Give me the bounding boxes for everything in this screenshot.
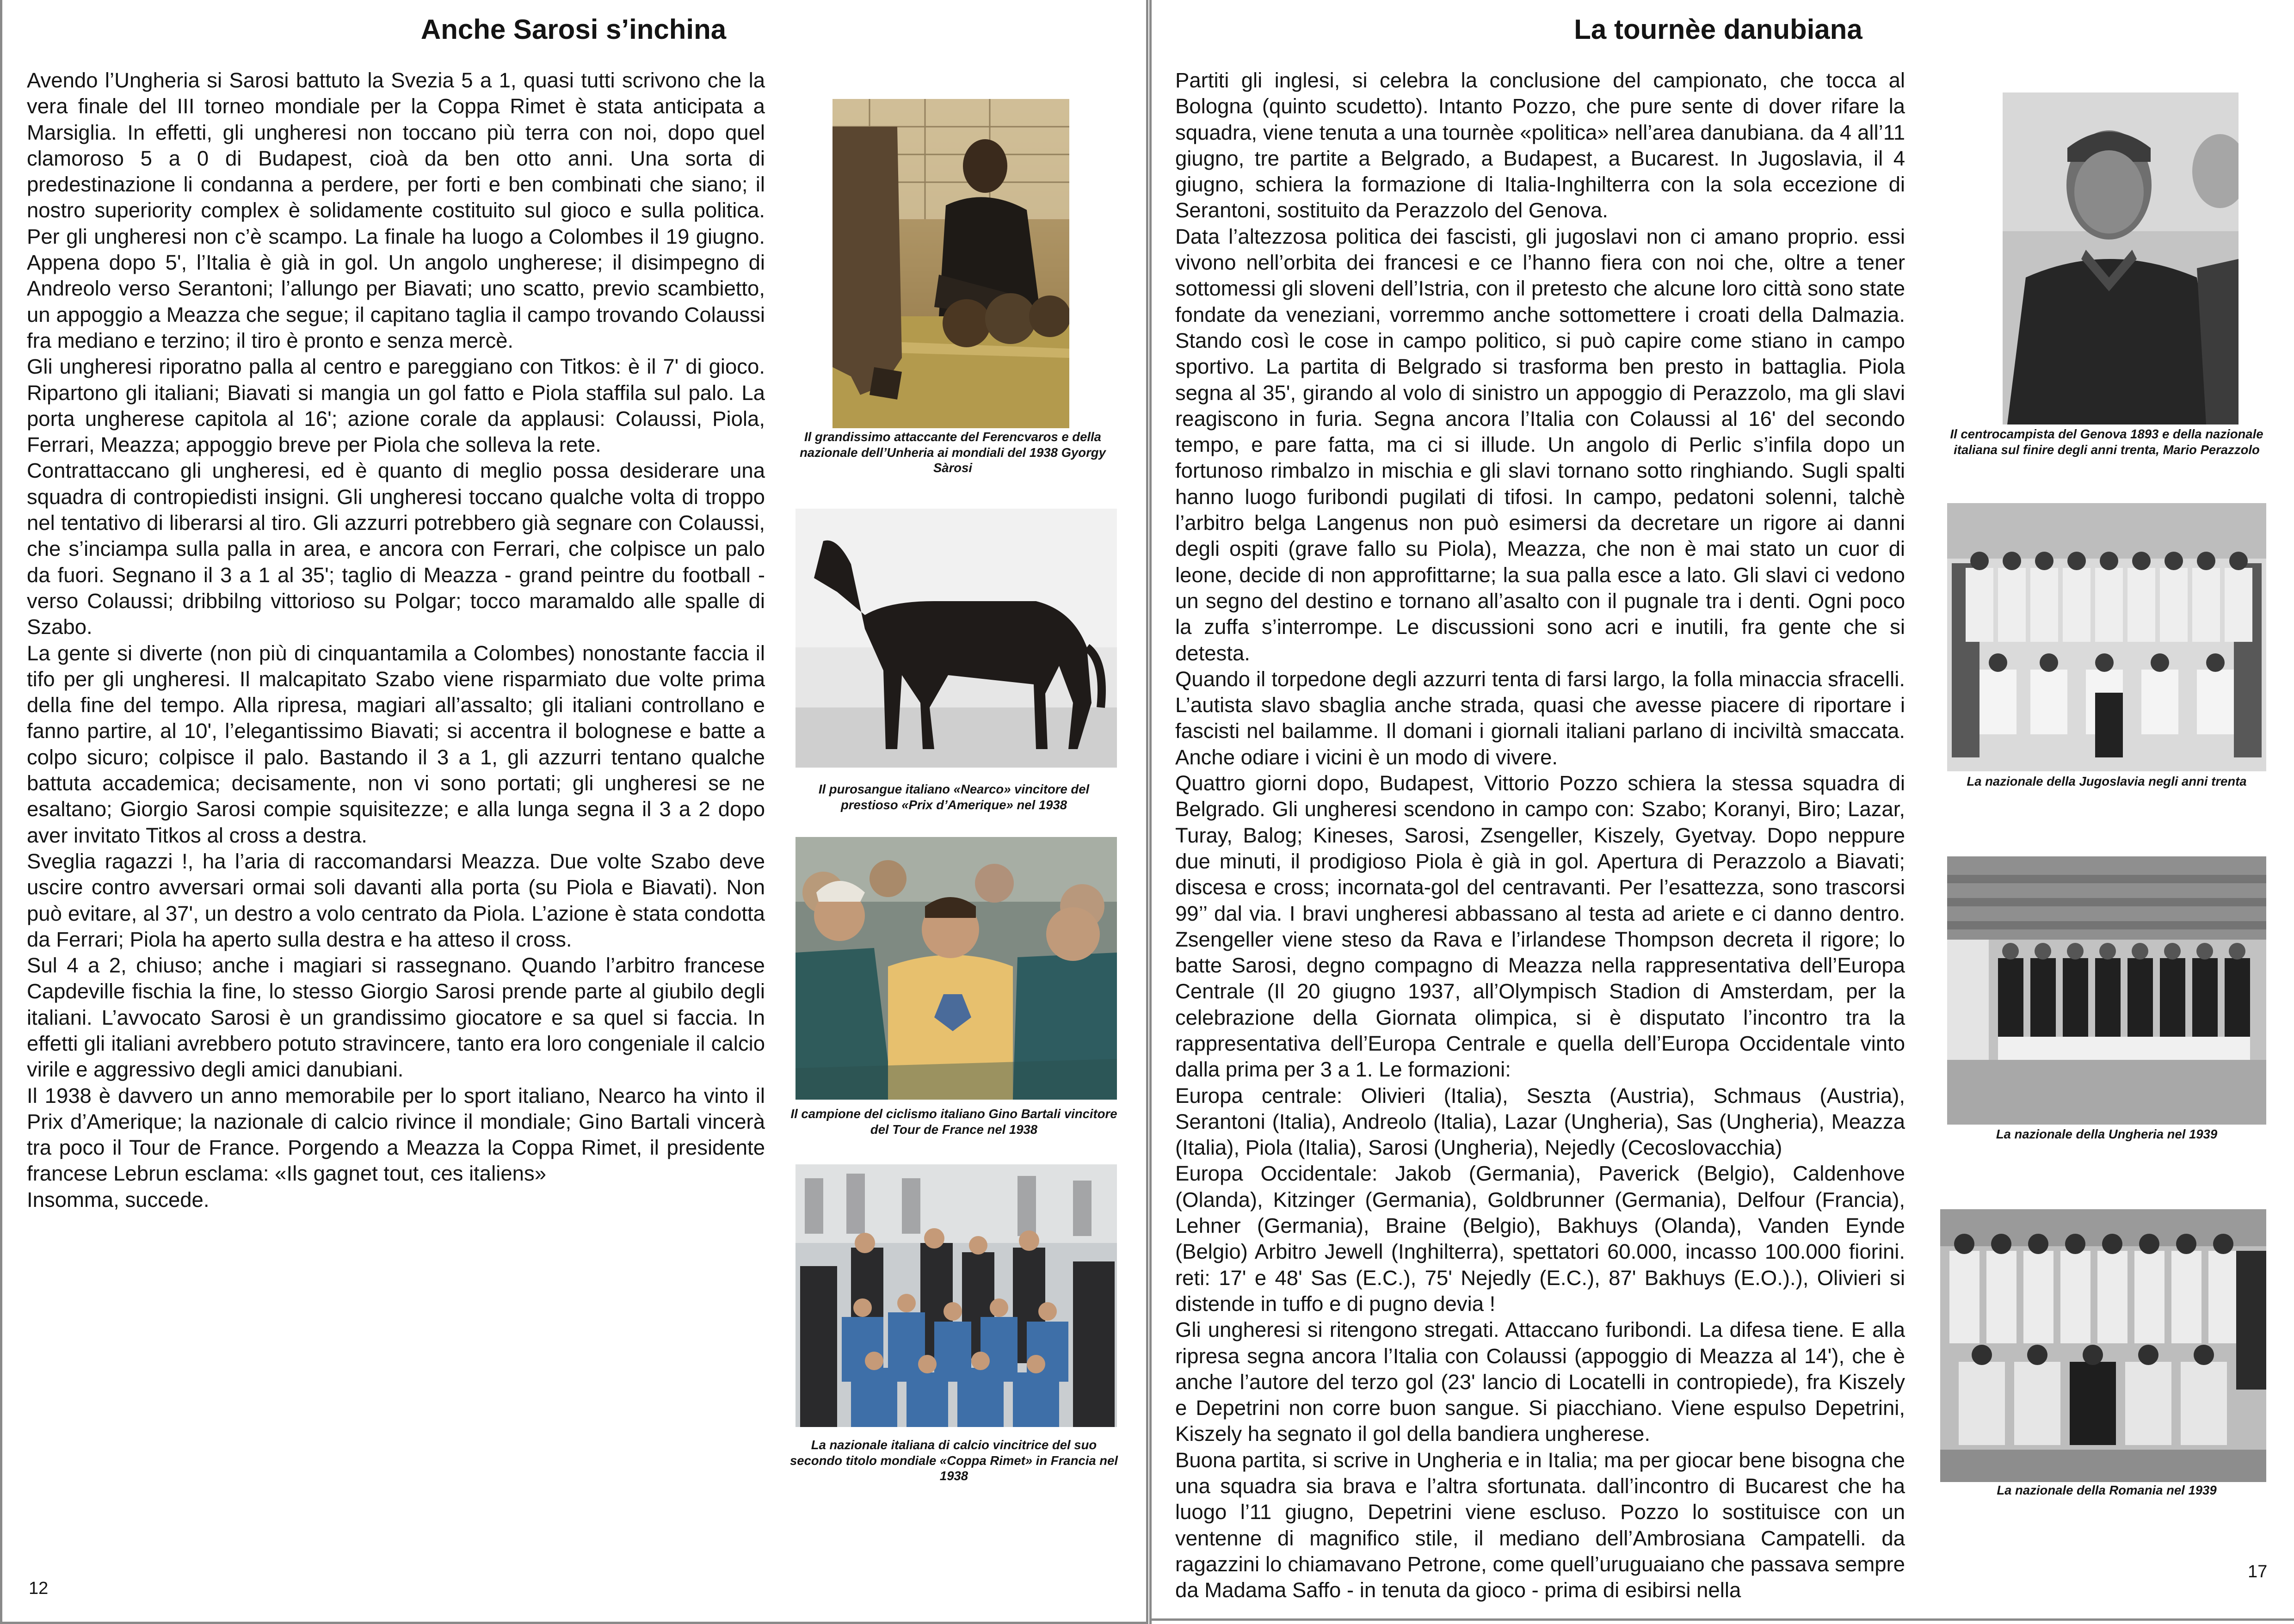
photo-caption: La nazionale italiana di calcio vincitrice del suo secondo titolo mondiale «Coppa Rimet» in Francia nel 1938 (790, 1438, 1118, 1483)
photo-hungary-team-1939 (1947, 856, 2266, 1125)
photo-caption: La nazionale della Romania nel 1939 (1997, 1483, 2217, 1497)
paragraph: Europa centrale: Olivieri (Italia), Seszta (Austria), Schmaus (Austria), Serantoni (Italia), Andreolo (Italia), Lazar (Ungheria), Sas (Ungheria), Meazza (Italia), Piola (Italia), Sarosi (Ungheria), Nejedly (Cecoslovacchia) (1175, 1083, 1905, 1160)
photo-perazzolo (2003, 92, 2238, 424)
article-body (27, 68, 765, 1213)
paragraph: La gente si diverte (non più di cinquantamila a Colombes) nonostante faccia il tifo per gli ungheresi. Il malcapitato Szabo viene risparmiato due volte prima della fine del tempo. Alla ripresa, magiari all’assalto; gli italiani controllano e fanno partire, al 10', l’elegantissimo Biavati; si accentra il bolognese e batte a colpo sicuro; colpisce il palo. Bastando il 3 a 1, gli azzurri tentano qualche battuta accademica; decisamente, non vi sono portati; gli ungheresi se ne esaltano; Giorgio Sarosi compie squisitezze; e alla lunga segna il 3 a 2 dopo aver invitato Titkos al cross a destra. (27, 641, 765, 847)
paragraph: Avendo l’Ungheria si Sarosi battuto la Svezia 5 a 1, quasi tutti scrivono che la vera finale del III torneo mondiale per la Coppa Rimet è stata anticipata a Marsiglia. In effetti, gli ungheresi non toccano più terra con noi, dopo quel clamoroso 5 a 0 di Budapest, cioà da ben otto anni. Una sorta di predestinazione li condanna a perdere, per forti e ben combinati che siano; il nostro superiority complex è solidamente costituito sul gioco e sulla politica. Per gli ungheresi non c’è scampo. La finale ha luogo a Colombes il 19 giugno. Appena dopo 5', l’Italia è già in gol. Un angolo ungherese; il disimpegno di Andreolo verso Serantoni; l’allungo per Biavati; uno scatto, previo scambietto, un appoggio a Meazza che segue; il capitano taglia il campo trovando Colaussi fra mediano e terzino; il tiro è pronto e senza mercè. (27, 68, 765, 352)
paragraph: Il 1938 è davvero un anno memorabile per lo sport italiano, Nearco ha vinto il Prix d’Amerique; la nazionale di calcio rivince il mondiale; Gino Bartali vincerà tra poco il Tour de France. Porgendo a Meazza la Coppa Rimet, il presidente francese Lebrun esclama: «Ils gagnet tout, ces italiens» (27, 1083, 765, 1186)
page-border (1149, 1618, 2294, 1621)
photo-caption: Il campione del ciclismo italiano Gino Bartali vincitore del Tour de France nel 1938 (790, 1107, 1117, 1137)
page-number: 17 (2248, 1562, 2268, 1581)
photo-romania-team-1939 (1940, 1209, 2266, 1482)
photo-nearco-horse (796, 509, 1117, 768)
photo-italy-team-1938 (796, 1164, 1117, 1427)
paragraph: Data l’altezzosa politica dei fascisti, gli jugoslavi non ci amano proprio. essi vivono nell’orbita dei francesi e ce l’hanno fiera con noi che, oltre a tener sottomessi gli sloveni dell’Istria, con il pretesto che alcune loro città sono state fondate da veneziani, vorremmo anche sottomettere i croati della Dalmazia. Stando così le cose in campo politico, si può capire come stiano in campo sportivo. La partita di Belgrado si trasforma ben presto in battaglia. Piola segna al 35', girando al volo di sinistro un appoggio di Perazzolo, ma gli slavi reagiscono in furia. Segna ancora l’Italia con Colaussi al 16' del secondo tempo, e pare fatta, ma ci si illude. Un angolo di Perlic s’infila dopo un fortunoso rimbalzo in mischia e gli slavi tornano sotto ringhiando. Sugli spalti hanno luogo furibondi pugilati di tifosi. In campo, pedatoni solenni, talchè l’arbitro belga Langenus non può esimersi da decretare un rigore ai danni degli ospiti (grave fallo su Piola), Meazza, che non è mai stato un cuor di leone, decide di non approfittarne; la sua palla esce a lato. Gli slavi ci vedono un segno del destino e tornano all’asalto con il pugnale tra i denti. Ogni poco la zuffa s’interrompe. Le discussioni sono acri e inutili, fra gente che si detesta. (1175, 224, 1905, 665)
photo-caption: Il purosangue italiano «Nearco» vincitore del prestioso «Prix d’Amerique» nel 1938 (818, 782, 1090, 812)
photo-bartali (796, 837, 1117, 1100)
page-title: Anche Sarosi s’inchina (420, 14, 727, 45)
paragraph: Europa Occidentale: Jakob (Germania), Paverick (Belgio), Caldenhove (Olanda), Kitzinger (Germania), Goldbrunner (Germania), Delfour (Francia), Lehner (Germania), Braine (Belgio), Bakhuys (Olanda), Vanden Eynde (Belgio) Arbitro Jewell (Inghilterra), spettatori 60.000, incasso 100.000 fiorini. reti: 17' e 48' Sas (E.C.), 75' Nejedly (E.C.), 87' Bakhuys (E.O.).), Olivieri si distende in tuffo e di pugno devia ! (1175, 1162, 1905, 1316)
page-border (0, 0, 2, 1624)
photo-caption: La nazionale della Ungheria nel 1939 (1996, 1127, 2218, 1141)
photo-jugoslavia-team (1947, 503, 2266, 771)
photo-caption: Il centrocampista del Genova 1893 e della nazionale italiana sul finire degli anni trenta, Mario Perazzolo (1950, 427, 2263, 457)
page-border (0, 1622, 1148, 1624)
photo-caption: Il grandissimo attaccante del Ferencvaros e della nazionale dell’Unheria ai mondiali del 1938 Gyorgy Sàrosi (800, 430, 1106, 475)
paragraph: Quattro giorni dopo, Budapest, Vittorio Pozzo schiera la stessa squadra di Belgrado. Gli ungheresi scendono in campo con: Szabo; Koranyi, Biro; Lazar, Turay, Balog; Kineses, Sarosi, Zsengeller, Kiszely, Gyetvay. Dopo neppure due minuti, il prodigioso Piola è già in gol. Apertura di Perazzolo a Biavati; discesa e cross; incornata-gol del centravanti. Per l’esattezza, sono trascorsi 99’’ dal via. I bravi ungheresi abbassano al testa ad ariete e ci danno dentro. Zsengeller viene steso da Rava e l’irlandese Thompson decreta il rigore; lo batte Sarosi, degno compagno di Meazza nella rappresentativa dell’Europa Centrale (Il 20 giugno 1937, all’Olympisch Stadion di Amsterdam, per la celebrazione della Giornata olimpica, si è disputato l’incontro tra la rappresentativa dell’Europa Centrale e quella dell’Europa Occidentale vinto dalla prima per 3 a 1. Le formazioni: (1175, 771, 1905, 1082)
paragraph: Gli ungheresi si ritengono stregati. Attaccano furibondi. La difesa tiene. E alla ripresa segna ancora l’Italia con Colaussi (appoggio di Meazza al 14'), che è anche l’autore del terzo gol (23' lancio di Locatelli in contropiede), fra Kiszely e Depetrini non corre buon sangue. Si piacchiano. Viene espulso Depetrini, Kiszely ha segnato il gol della bandiera ungherese. (1175, 1318, 1905, 1446)
paragraph: Buona partita, si scrive in Ungheria e in Italia; ma per giocar bene bisogna che una squadra sia brava e l’altra sfortunata. dall’incontro di Bucarest che ha luogo l’11 giugno, Depetrini viene escluso. Pozzo lo sostituisce con un ventenne di magnifico stile, il mediano dell’Ambrosiana Campatelli. da ragazzini lo chiamavano Petrone, come quell’uruguaiano che passava sempre da Madama Saffo - in tenuta da gioco - prima di esibirsi nella (1175, 1448, 1905, 1602)
article-body (1175, 68, 1905, 1604)
page-border (1149, 0, 1152, 1624)
paragraph: Partiti gli inglesi, si celebra la conclusione del campionato, che tocca al Bologna (quinto scudetto). Intanto Pozzo, che pure sente di dover rifare la squadra, viene tenuta a una tournèe «politica» nell’area danubiana. da 4 all’11 giugno, tre partite a Belgrado, a Budapest, a Bucarest. In Jugoslavia, il 4 giugno, schiera la formazione di Italia-Inghilterra con la sola eccezione di Serantoni, sostituito da Perazzolo del Genova. (1175, 68, 1905, 222)
page-number: 12 (29, 1579, 49, 1598)
page-title: La tournèe danubiana (1574, 14, 1862, 45)
paragraph: Insomma, succede. (27, 1187, 210, 1212)
right-page (1149, 0, 2294, 1624)
paragraph: Sveglia ragazzi !, ha l’aria di raccomandarsi Meazza. Due volte Szabo deve uscire contro avversari ormai soli davanti alla porta (su Piola e Biavati). Non può evitare, al 37', un destro a volo centrato da Piola. L’azione è stata condotta da Ferrari; Piola ha aperto sulla destra e ha atteso il cross. (27, 849, 765, 951)
photo-sarosi (832, 99, 1069, 428)
page-border (1146, 0, 1148, 1624)
paragraph: Gli ungheresi riporatno palla al centro e pareggiano con Titkos: è il 7' di gioco. Ripartono gli italiani; Biavati si mangia un gol fatto e Piola staffila sul palo. La porta ungherese capitola al 16'; azione corale da applausi: Colaussi, Piola, Ferrari, Meazza; appoggio breve per Piola che solleva la rete. (27, 355, 765, 457)
photo-caption: La nazionale della Jugoslavia negli anni trenta (1967, 774, 2247, 788)
paragraph: Contrattaccano gli ungheresi, ed è quanto di meglio possa desiderare una squadra di contropiedisti insigni. Gli ungheresi toccano qualche volta di troppo nel tentativo di liberarsi al tiro. Gli azzurri potrebbero già segnare con Colaussi, che s’inciampa sulla palla in area, e ancora con Ferrari, che colpisce un palo da fuori. Segnano il 3 a 1 al 35'; taglio di Meazza - grand peintre du football - verso Colaussi; dribbilng vittorioso su Polgar; tocco maramaldo alle spalle di Szabo. (27, 459, 765, 639)
paragraph: Quando il torpedone degli azzurri tenta di farsi largo, la folla minaccia sfracelli. L’autista slavo sbaglia anche strada, quasi che avesse piacere di riportare i fascisti nel bailamme. Il domani i giornali italiani parlano di inciviltà smaccata. Anche odiare i vicini è un modo di vivere. (1175, 667, 1905, 769)
paragraph: Sul 4 a 2, chiuso; anche i magiari si rassegnano. Quando l’arbitro francese Capdeville fischia la fine, lo stesso Giorgio Sarosi prende parte al giubilo degli italiani. L’avvocato Sarosi è un grandissimo giocatore e sa quel si faccia. In effetti gli italiani avrebbero potuto stravincere, tanto era loro congeniale il calcio virile e aggressivo degli amici danubiani. (27, 953, 765, 1082)
